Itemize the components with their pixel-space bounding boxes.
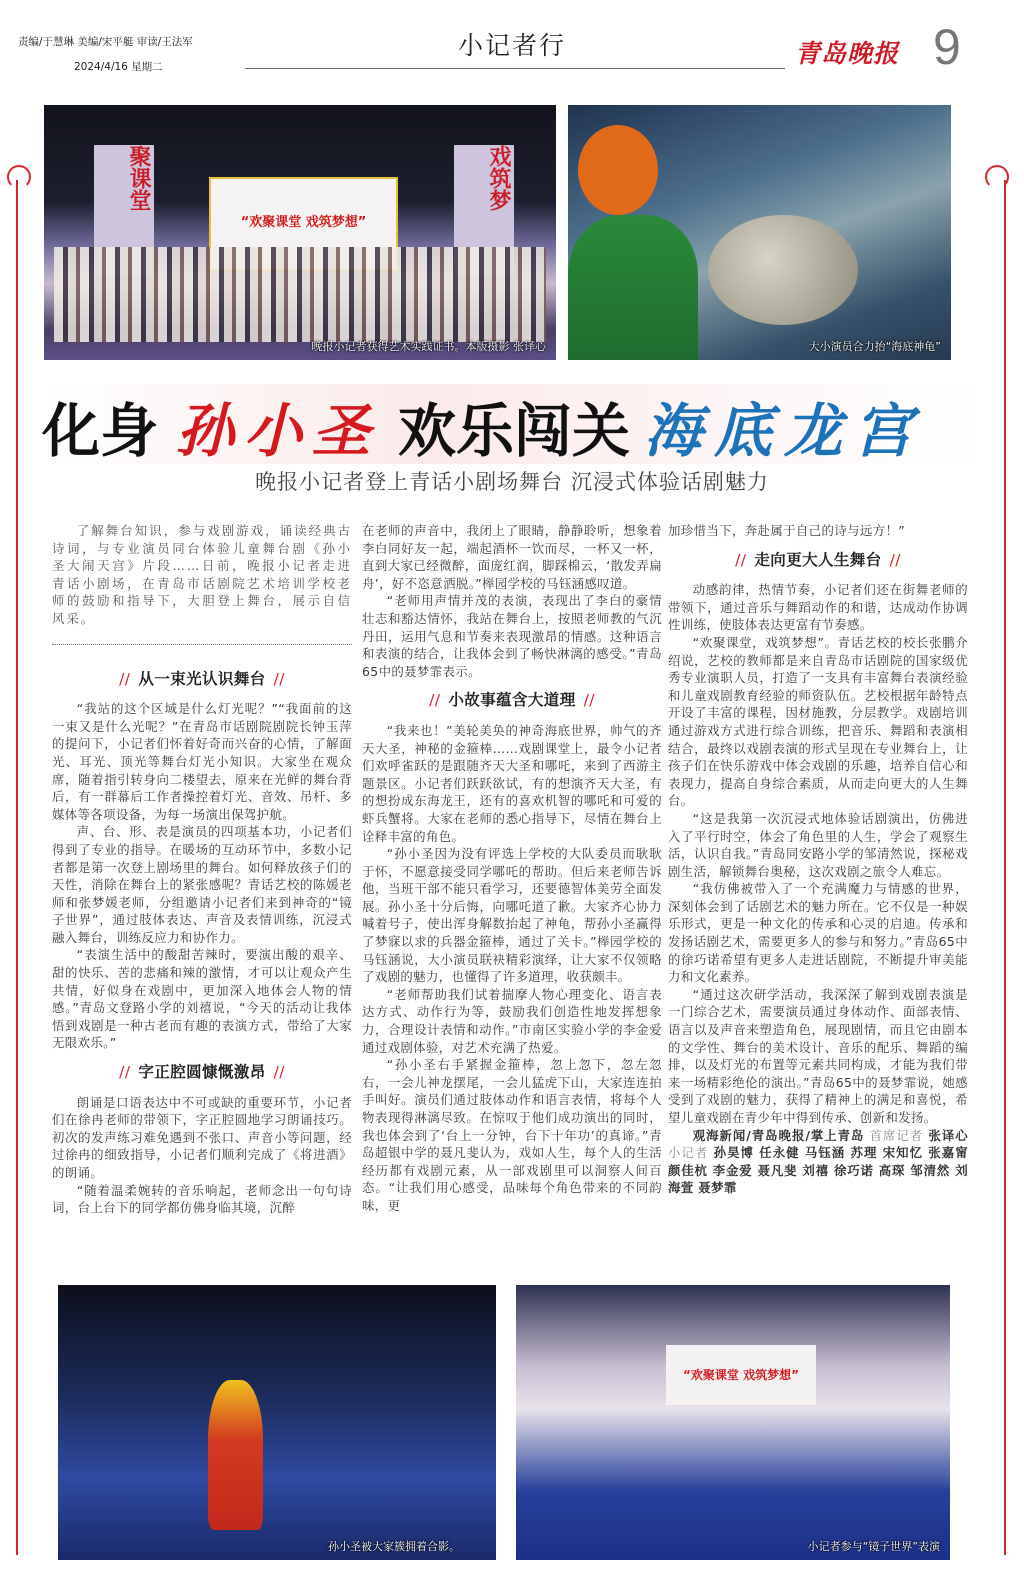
issue-date: 2024/4/16 星期二 <box>74 61 163 73</box>
frame-curl-ornament <box>985 165 1009 189</box>
section-heading <box>362 692 662 710</box>
photo-monkey-king <box>58 1285 496 1560</box>
article-paragraph: “通过这次研学活动，我深深了解到戏剧表演是一门综合艺术，需要演员通过身体动作、面部表情、语言以及声音来塑造角色，展现剧情，而且它由剧本的文学性、舞台的美术设计、音乐的配乐、舞蹈的编排，以及灯光的布置等元素共同构成，才能为我们带来一场精彩绝伦的演出。”青岛65中的聂梦霏说，她感受到了戏剧的魅力，获得了精神上的满足和喜悦，希望儿童戏剧在青少年中得到传承、创新和发扬。 <box>668 986 968 1125</box>
article-lead: 了解舞台知识，参与戏剧游戏，诵读经典古诗词，与专业演员同台体验儿童舞台剧《孙小圣大闹天宫》片段……日前，晚报小记者走进青话小剧场，在青岛市话剧院艺术培训学校老师的鼓励和指导下，大胆登上舞台，展示自信风采。 <box>52 523 352 626</box>
article-paragraph: 声、台、形、表是演员的四项基本功，小记者们得到了专业的指导。在暖场的互动环节中，多数小记者都是第一次登上剧场里的舞台。如何释放孩子们的天性，消除在舞台上的紧张感呢？青话艺校的陈媛老师和张梦媛老师，分组邀请小记者们来到神奇的“镜子世界”，通过肢体表达、声音及表情训练，沉浸式融入舞台，训练反应力和协作力。 <box>52 824 352 945</box>
section-heading-text: 小故事蕴含大道理 <box>448 691 576 710</box>
performer-costume <box>568 215 698 360</box>
editor-credits: 责编/于慧琳 美编/宋平艇 审读/王法军 <box>18 36 193 48</box>
side-banner-right: 戏筑梦 <box>454 145 514 275</box>
byline <box>668 1127 968 1197</box>
monkey-king-performer <box>208 1380 263 1530</box>
stage-banner-text: “欢聚课堂 戏筑梦想” <box>240 215 367 230</box>
article-paragraph: 加珍惜当下，奔赴属于自己的诗与远方！” <box>668 523 906 538</box>
byline-role: 首席记者 <box>869 1127 924 1143</box>
section-heading <box>668 552 968 570</box>
subheadline: 晚报小记者登上青话小剧场舞台 沉浸式体验话剧魅力 <box>255 470 769 494</box>
article-paragraph: “欢聚课堂，戏筑梦想”。青话艺校的校长张鹏介绍说，艺校的教师都是来自青岛市话剧院的国家级优秀专业演职人员，打造了一支具有丰富舞台表演经验和儿童戏剧教育经验的师资队伍。艺校根据年龄特点开设了丰富的课程，因材施教，分层教学。戏剧培训通过游戏方式进行综合训练，把音乐、舞蹈和表演相结合，最终以戏剧表演的形式呈现在专业舞台上，让孩子们在快乐游戏中体会戏剧的乐趣，培养自信心和表现力，提高自身综合素质，从而走向更大的人生舞台。 <box>668 634 968 809</box>
section-title: 小记者行 <box>457 31 566 60</box>
slash-ornament: // <box>119 1063 131 1082</box>
slash-ornament: // <box>273 1063 285 1082</box>
byline-chief-reporter: 张译心 <box>928 1127 969 1143</box>
article-paragraph: “我站的这个区域是什么灯光呢？”“我面前的这一束又是什么光呢？”在青岛市话剧院剧院长钟玉萍的提问下，小记者们怀着好奇而兴奋的心情，了解面光、耳光、顶光等舞台灯光小知识。大家坐在观众席，随着指引转身向二楼望去，原来在光鲜的舞台背后，有一群幕后工作者操控着灯光、音效、吊杆、多媒体等各项设备，为每一场演出保驾护航。 <box>52 701 352 822</box>
section-heading-text: 字正腔圆慷慨激昂 <box>138 1063 266 1082</box>
article-paragraph: “孙小圣因为没有评选上学校的大队委员而耿耿于怀，不愿意接受同学哪吒的帮助。但后来老师告诉他，当班干部不能只看学习，还要德智体美劳全面发展。孙小圣十分后悔，向哪吒道了歉。大家齐心协力喊着号子，使出浑身解数抬起了神龟，帮孙小圣赢得了梦寐以求的兵器金箍棒，通过了关卡。”榉园学校的马钰涵说，大小演员联袂精彩演绎，让大家不仅领略了戏剧的魅力，也懂得了许多道理，收获颇丰。 <box>362 846 662 985</box>
page-number: 9 <box>933 19 961 75</box>
slash-ornament: // <box>273 669 285 688</box>
article-paragraph: “随着温柔婉转的音乐响起，老师念出一句句诗词，台上台下的同学都仿佛身临其境，沉醉 <box>52 1182 352 1216</box>
children-crowd <box>54 247 546 342</box>
article-column-3 <box>668 522 968 1197</box>
headline-part: 欢乐闯关 <box>398 397 631 465</box>
article-column-1 <box>52 522 352 1217</box>
section-heading-text: 走向更大人生舞台 <box>754 550 882 569</box>
newspaper-logo: 青岛晚报 <box>795 39 900 68</box>
article-paragraph: “老师用声情并茂的表演，表现出了李白的豪情壮志和豁达情怀，我站在舞台上，按照老师教的气沉丹田，运用气息和节奏来表现激昂的情感。这种语言和表演的结合，让我体会到了畅快淋漓的感受。”青岛65中的聂梦霏表示。 <box>362 593 662 679</box>
stage-banner: “欢聚课堂 戏筑梦想” <box>666 1345 816 1405</box>
byline-role: 小记者 <box>668 1145 709 1161</box>
article-paragraph: “这是我第一次沉浸式地体验话剧演出，仿佛进入了平行时空，体会了角色里的人生，学会了观察生活，认识自我。”青岛同安路小学的邹清然说，探秘戏剧生活，解锁舞台奥秘，这次戏剧之旅令人难忘。 <box>668 810 968 879</box>
headline-part-red: 孙小圣 <box>176 397 381 465</box>
byline-outlet: 观海新闻/青岛晚报/掌上青岛 <box>692 1127 865 1143</box>
article-paragraph: “我来也！”美轮美奂的神奇海底世界，帅气的齐天大圣，神秘的金箍棒……戏剧课堂上，最令小记者们欢呼雀跃的是跟随齐天大圣和哪吒，来到了西游主题景区。小记者们跃跃欲试，有的想演齐天大圣，有的想扮成东海龙王，还有的喜欢机智的哪吒和可爱的虾兵蟹将。大家在老师的悉心指导下，尽情在舞台上诠释丰富的角色。 <box>362 722 662 844</box>
slash-ornament: // <box>889 550 901 569</box>
section-heading-text: 从一束光认识舞台 <box>138 669 266 688</box>
headline-part: 化身 <box>42 397 159 465</box>
photo-sea-turtle <box>568 105 951 360</box>
photo-certificates-group <box>44 105 556 360</box>
side-banner-left: 聚课堂 <box>94 145 154 275</box>
photo-caption: 小记者参与“镜子世界”表演 <box>807 1540 940 1553</box>
dotted-divider <box>52 644 352 645</box>
headline-part-blue: 海底龙宫 <box>644 397 925 465</box>
article-paragraph: “我仿佛被带入了一个充满魔力与情感的世界，深刻体会到了话剧艺术的魅力所在。它不仅是一种娱乐形式，更是一种文化的传承和心灵的启迪。传承和发扬话剧艺术，需要更多人的参与和努力。”青岛65中的徐巧诺希望有更多人走进话剧院，不断提升审美能力和文化素养。 <box>668 881 968 985</box>
article-paragraph: “老师帮助我们试着揣摩人物心理变化、语言表达方式、动作行为等，鼓励我们创造性地发挥想象力，合理设计表情和动作。”市南区实验小学的李金爱通过戏剧体验，对艺术充满了热爱。 <box>362 986 662 1055</box>
turtle-prop <box>708 215 858 325</box>
article-column-2 <box>362 522 662 1215</box>
article-paragraph: “表演生活中的酸甜苦辣时，要演出酸的艰辛、甜的快乐、苦的悲痛和辣的激情，才可以让观众产生共情，好似身在戏剧中，更加深入地体会人物的情感。”青岛文登路小学的刘禧说，“今天的活动让我体悟到戏剧是一种古老而有趣的表演方式，带给了大家无限欢乐。” <box>52 947 352 1051</box>
frame-curl-ornament <box>7 165 31 189</box>
section-heading <box>52 1064 352 1082</box>
slash-ornament: // <box>735 550 747 569</box>
headline <box>42 384 982 464</box>
photo-caption: 晚报小记者获得艺术实践证书。本版摄影 张译心 <box>311 340 546 353</box>
byline-reporters: 孙昊博 任永健 马钰涵 苏理 宋知忆 张嘉甯 颜佳杭 李金爱 聂凡斐 刘禧 徐巧诺 高琛 邹清然 刘海萱 聂梦霏 <box>668 1145 968 1196</box>
slash-ornament: // <box>119 669 131 688</box>
frame-left-border <box>16 180 18 1555</box>
header-divider <box>245 68 785 69</box>
photo-caption: 孙小圣被大家簇拥着合影。 <box>328 1540 460 1553</box>
article-paragraph: 在老师的声音中，我闭上了眼睛，静静聆听，想象着李白同好友一起，端起酒杯一饮而尽，一杯又一杯，直到大家已经微醉，面庞红润，脚踩棉云，‘散发弄扁舟’，好不恣意洒脱。”榉园学校的马钰涵感叹道。 <box>362 523 662 591</box>
section-heading <box>52 671 352 689</box>
slash-ornament: // <box>583 691 595 710</box>
slash-ornament: // <box>429 691 441 710</box>
frame-right-border <box>1004 180 1006 1555</box>
photo-caption: 大小演员合力抬“海底神龟” <box>808 340 941 353</box>
photo-mirror-world <box>516 1285 950 1560</box>
article-paragraph: 朗诵是口语表达中不可或缺的重要环节，小记者们在徐冉老师的带领下，字正腔圆地学习朗诵技巧。初次的发声练习难免遇到不张口、声音小等问题，经过徐冉的细致指导，小记者们顺利完成了《将进酒》的朗诵。 <box>52 1094 352 1180</box>
article-paragraph: 动感韵律，热情节奏，小记者们还在街舞老师的带领下，通过音乐与舞蹈动作的和谐，达成动作协调性训练，使肢体表达更富有节奏感。 <box>668 582 968 633</box>
performer-wig <box>578 125 658 215</box>
article-paragraph: “孙小圣右手紧握金箍棒，忽上忽下，忽左忽右，一会儿神龙摆尾，一会儿猛虎下山，大家连连拍手叫好。演员们通过肢体动作和语言表情，将每个人物表现得淋漓尽致。在惊叹于他们成功演出的同时，我也体会到了‘台上一分钟，台下十年功’的真谛。”青岛超银中学的聂凡斐认为，戏如人生，每个人的生活经历都有戏剧元素，从一部戏剧里可以洞察人间百态。“让我们用心感受，品味每个角色带来的不同韵味，更 <box>362 1057 662 1213</box>
